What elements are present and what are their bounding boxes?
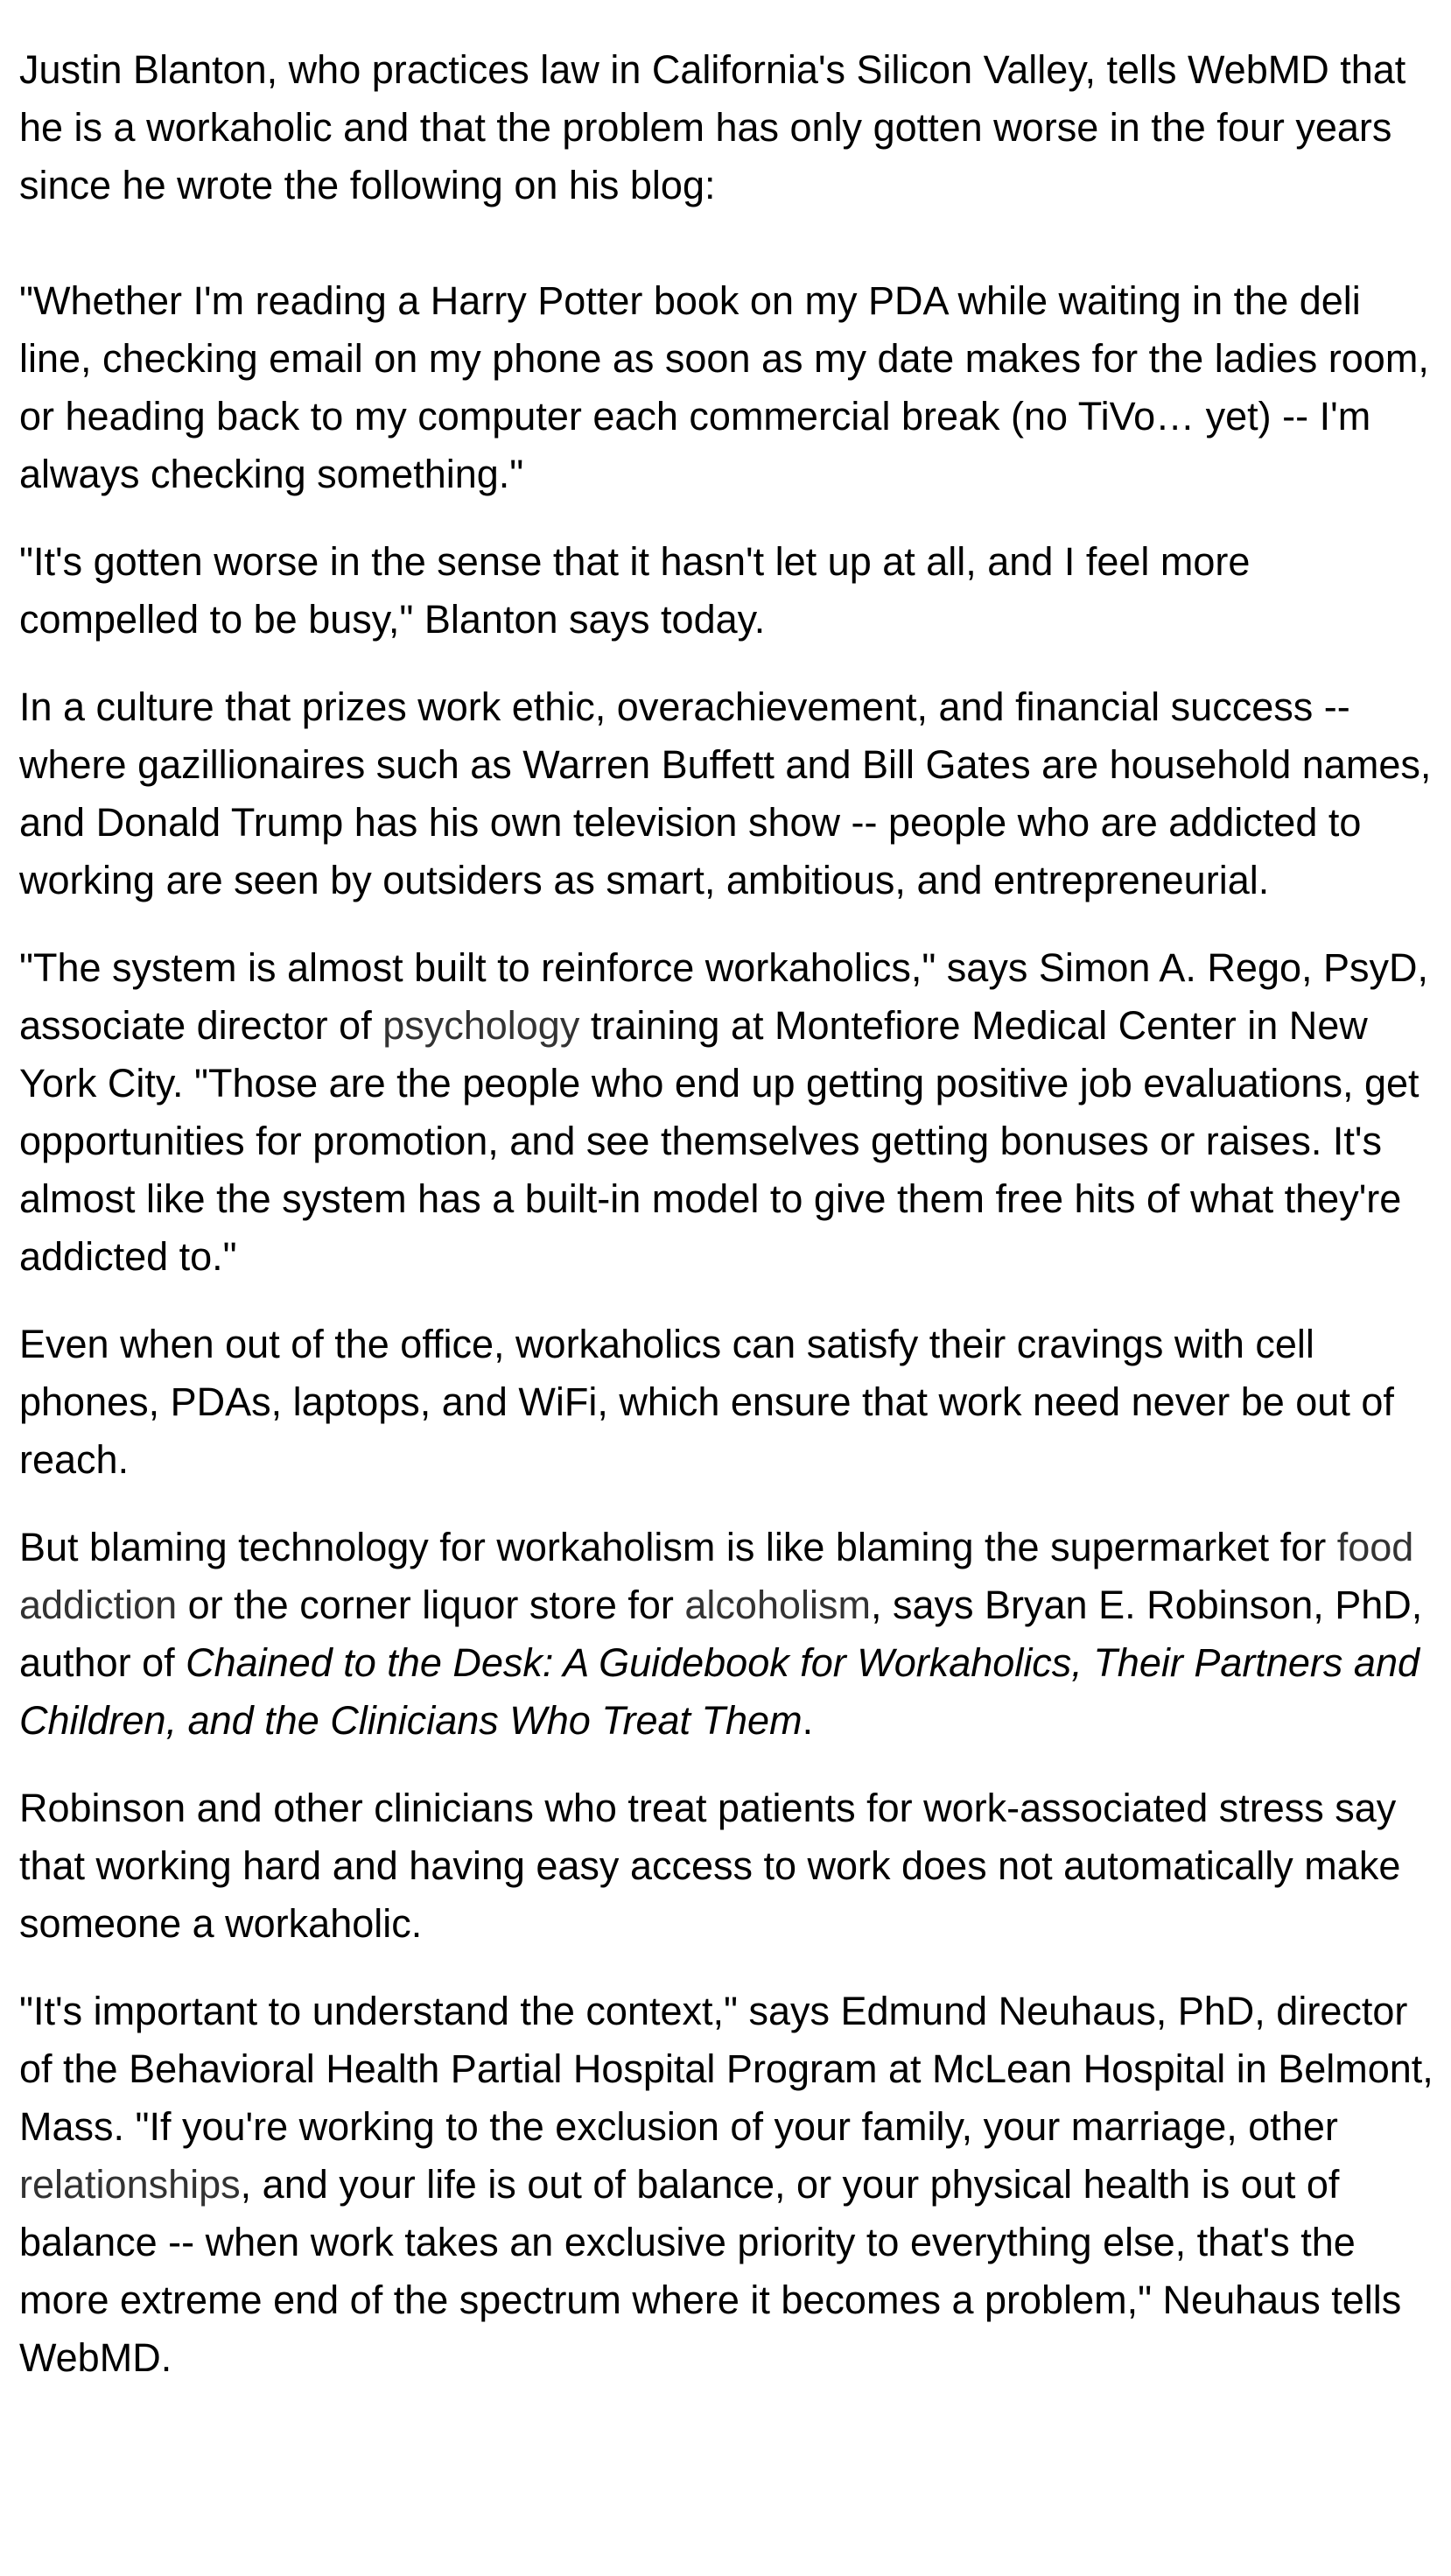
paragraph-out-of-office: Even when out of the office, workaholics can satisfy their cravings with cell phones, PDAs, laptops, and WiFi, which ensure that work need never be out of reach. (19, 1322, 1394, 1482)
paragraph-culture: In a culture that prizes work ethic, overachievement, and financial success -- where gazillionaires such as Warren Buffett and Bill Gates are household names, and Donald Trump has his own television show -- people who are addicted to working are seen by outsiders as smart, ambitious, and entrepreneurial. (19, 684, 1432, 902)
paragraph-rego-quote (19, 939, 1437, 1286)
link-alcoholism[interactable]: alcoholism (684, 1583, 871, 1627)
link-relationships[interactable]: relationships (19, 2162, 241, 2207)
book-title: Chained to the Desk: A Guidebook for Workaholics, Their Partners and Children, and the Clinicians Who Treat Them (19, 1640, 1419, 1743)
text-segment: , says Bryan E. Robinson, PhD, author of (19, 1583, 1423, 1685)
text-segment: or the corner liquor store for (177, 1583, 685, 1627)
paragraph-clinicians: Robinson and other clinicians who treat patients for work-associated stress say that working hard and having easy access to work does not automatically make someone a workaholic. (19, 1786, 1401, 1946)
text-segment: "The system is almost built to reinforce workaholics," says Simon A. Rego, PsyD, associate director of (19, 945, 1429, 1048)
text-segment: "It's important to understand the context," says Edmund Neuhaus, PhD, director of the Behavioral Health Partial Hospital Program at McLean Hospital in Belmont, Mass. "If you're working to the exclusion of your family, your marriage, other (19, 1989, 1433, 2149)
link-food-addiction[interactable]: food addiction (19, 1525, 1414, 1627)
paragraph-blanton-today: "It's gotten worse in the sense that it hasn't let up at all, and I feel more compelled to be busy," Blanton says today. (19, 539, 1251, 642)
paragraph-robinson (19, 1519, 1437, 1750)
text-segment: But blaming technology for workaholism is like blaming the supermarket for (19, 1525, 1337, 1569)
paragraph-blog-quote: "Whether I'm reading a Harry Potter book on my PDA while waiting in the deli line, checking email on my phone as soon as my date makes for the ladies room, or heading back to my computer each commercial break (no TiVo… yet) -- I'm always checking something." (19, 278, 1429, 496)
paragraph-intro: Justin Blanton, who practices law in California's Silicon Valley, tells WebMD that he is a workaholic and that the problem has only gotten worse in the four years since he wrote the following on his blog: (19, 47, 1406, 207)
text-segment: , and your life is out of balance, or your physical health is out of balance -- when work takes an exclusive priority to everything else, that's the more extreme end of the spectrum where it becomes a problem," Neuhaus tells WebMD. (19, 2162, 1402, 2380)
link-psychology[interactable]: psychology (382, 1003, 580, 1048)
paragraph-neuhaus-quote (19, 1983, 1437, 2387)
text-segment: training at Montefiore Medical Center in New York City. "Those are the people who end up getting positive job evaluations, get opportunities for promotion, and see themselves getting bonuses or raises. It's almost like the system has a built-in model to give them free hits of what they're addicted to." (19, 1003, 1419, 1279)
text-segment: . (802, 1698, 814, 1743)
article-body (19, 41, 1437, 2417)
